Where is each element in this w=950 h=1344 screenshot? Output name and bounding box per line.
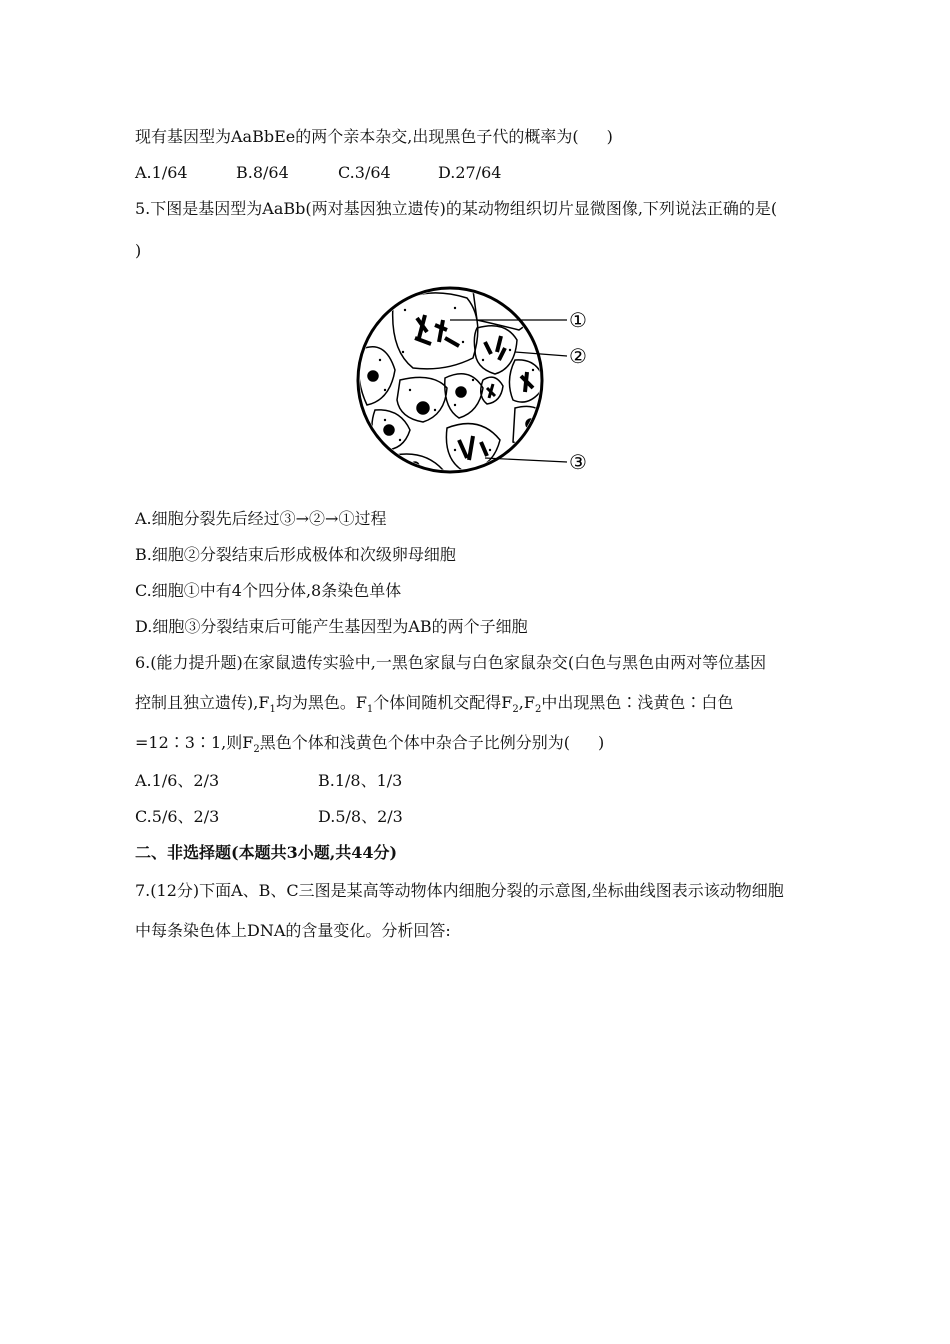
micrograph-figure: [355, 280, 605, 480]
q4-option-d: D.27/64: [438, 163, 502, 182]
q4-stem: 现有基因型为AaBbEe的两个亲本杂交,出现黑色子代的概率为( ): [135, 127, 613, 146]
q6-stem-line1: 6.(能力提升题)在家鼠遗传实验中,一黑色家鼠与白色家鼠杂交(白色与黑色由两对等位基因: [135, 653, 767, 672]
q7-stem-line2: 中每条染色体上DNA的含量变化。分析回答:: [135, 921, 451, 940]
microscope-field: [358, 288, 542, 472]
figure-label-1: ①: [569, 308, 587, 332]
q4-option-b: B.8/64: [236, 163, 289, 182]
figure-label-3: ③: [569, 450, 587, 474]
q5-option-d: D.细胞③分裂结束后可能产生基因型为AB的两个子细胞: [135, 617, 528, 636]
q5-option-a: A.细胞分裂先后经过③→②→①过程: [135, 509, 387, 528]
q5-option-c: C.细胞①中有4个四分体,8条染色单体: [135, 581, 402, 600]
q6-stem-line2: 控制且独立遗传)$,F_1$均为黑色。$F_1$个体间随机交配得$F_2,F_2$中出现黑色∶浅黄色∶白色: [135, 693, 734, 716]
figure-label-2: ②: [569, 344, 587, 368]
q4-option-c: C.3/64: [338, 163, 391, 182]
q6-stem-line3: =12∶3∶1,则$F_2$黑色个体和浅黄色个体中杂合子比例分别为( ): [135, 733, 605, 756]
q5-stem-line2: ): [135, 241, 142, 260]
q6-option-c: C.5/6、2/3: [135, 807, 220, 826]
q5-stem-line1: 5.下图是基因型为AaBb(两对基因独立遗传)的某动物组织切片显微图像,下列说法正确的是(: [135, 199, 778, 218]
q7-stem-line1: 7.(12分)下面A、B、C三图是某高等动物体内细胞分裂的示意图,坐标曲线图表示该动物细胞: [135, 881, 784, 900]
q5-option-b: B.细胞②分裂结束后形成极体和次级卵母细胞: [135, 545, 456, 564]
section-heading: 二、非选择题(本题共3小题,共44分): [135, 843, 398, 862]
q6-option-d: D.5/8、2/3: [318, 807, 403, 826]
q6-option-a: A.1/6、2/3: [135, 771, 220, 790]
q6-option-b: B.1/8、1/3: [318, 771, 403, 790]
q4-option-a: A.1/64: [135, 163, 188, 182]
